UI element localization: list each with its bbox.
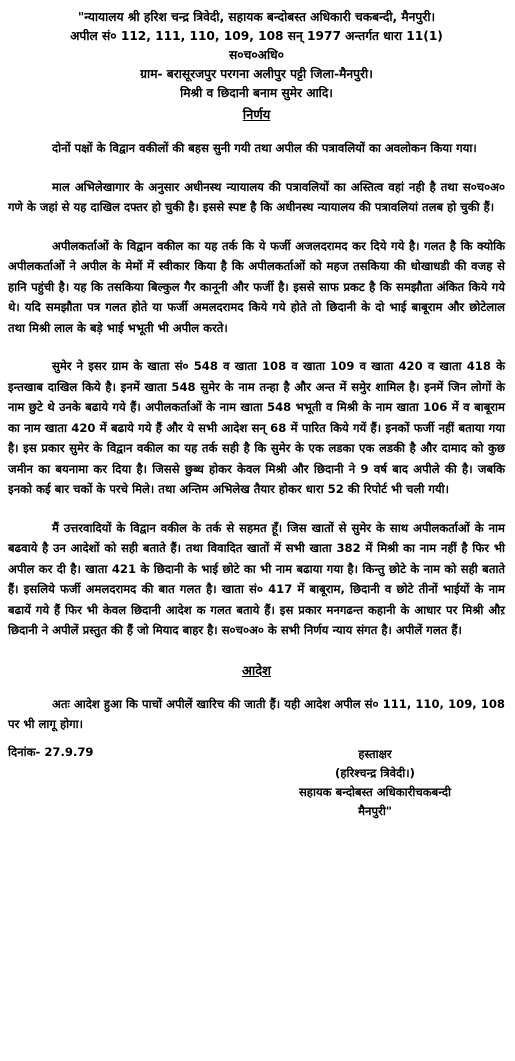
order-title: आदेश [241, 663, 272, 679]
signature-block [8, 745, 505, 835]
signatory-place: मैनपुरी" [358, 803, 392, 818]
paragraph: अपीलकर्ताओं के विद्वान वकील का यह तर्क कि ये फर्जी अजलदरामद कर दिये गये है। गलत है कि क्योकि अपीलकर्ताओं ने अपील के मेमों में स्वीकार किया है कि अपीलकर्ताओं को महज तसकिया की धोखाधडी की वजह से हानि पहुंची है। यह कि तसकिया बिल्कुल गैर कानूनी और फर्जी है। इससे साफ प्रकट है कि समझौता अंकित किये गये थे। यदि समझौता पत्र गलत होते या फर्जी अमलदरामद किये गये होते तो छिदानी के दो भाई बाबूराम और छोटेलाल तथा मिश्री लाल के बड़े भाई भभूती भी अपील करते। [8, 238, 505, 335]
order-date: दिनांक- 27.9.79 [8, 744, 94, 759]
signature-label: हस्ताक्षर [358, 746, 392, 761]
judgment-title: निर्णय [242, 108, 271, 123]
header-parties-line: मिश्री व छिदानी बनाम सुमेर आदि। [180, 86, 333, 100]
court-header [8, 8, 505, 103]
header-village-line: ग्राम- बरासूरजपुर परगना अलीपुर पट्टी जिला-मैनपुरी। [140, 67, 373, 81]
order-paragraph: अतः आदेश हुआ कि पाचों अपीलें खारिच की जाती हैं। यही आदेश अपील सं० 111, 110, 109, 108 पर भी लागू होगा। [8, 696, 505, 731]
paragraph: सुमेर ने इसर ग्राम के खाता सं० 548 व खाता 108 व खाता 109 व खाता 420 व खाता 418 के इन्तखाब दाखिल किये है। इनमें खाता 548 सुमेर के नाम तन्हा है और अन्त में समुेर शामिल है। इनमें जिन लोगों के नाम छुटे थे उनके बढाये गये हैं। अपीलकर्ताओं के नाम खाता 548 भभूती व मिश्री के नाम खाता 106 में व बाबूराम का नाम खाता 420 में बढाये गये हैं और ये सभी आदेश सन् 68 में पारित किये गयें हैं। इनकों फर्जी नहीं बताया गया है। इस प्रकार सुमेर के विद्वान वकील का यह तर्क सही है कि सुमेर के एक लडका एक लडकी है और दामाद को कुछ जमीन का बयनामा कर दिया है। जिससे छुब्ध होकर केवल मिश्री और छिदानी ने 9 वर्ष बाद अपीले की है। जबकि इनको कई बार चकों के परचे मिले। तथा अन्तिम अभिलेख तैयार होकर धारा 52 की रिपोर्ट भी चली गयी। [8, 359, 505, 496]
paragraph: मैं उत्तरवादियों के विद्वान वकील के तर्क से सहमत हूँ। जिस खातों से सुमेर के साथ अपीलकर्ताओं के नाम बढवाये है उन आदेशों को सही बताते हैं। तथा विवादित खातों में सभी खाता 382 में मिश्री का नाम नहीं है फिर भी अपील कर दी है। खाता 421 के छिदानी के भाई छोटे का भी नाम बढाया गया है। किन्तु छोटे के नाम को सही बताते हैं। इसलिये फर्जी अमलदरामद की बात गलत है। खाता सं० 417 में बाबूराम, छिदानी व छोटे तीनों भाईयों के नाम बढायें गये हैं फिर भी केवल छिदानी आदेश क गलत बताये हैं। इस प्रकार मनगढन्त कहानी के आधार पर मिश्री औऱ छिदानी ने अपीलें प्रस्तुत की हैं जो मियाद बाहर है। स०च०अ० के सभी निर्णय न्याय संगत है। अपीलें गलत हैं। [8, 520, 505, 637]
header-act-line: स०च०अधि० [229, 48, 284, 62]
signature [240, 745, 510, 821]
header-appeal-line: अपील सं० 112, 111, 110, 109, 108 सन् 1977 अन्तर्गत धारा 11(1) [70, 29, 443, 43]
paragraph: दोनों पक्षों के विद्वान वकीलों की बहस सुनी गयी तथा अपील की पत्रावलियों का अवलोकन किया गया। [52, 141, 477, 155]
signatory-name: (हरिश्चन्द्र त्रिवेदी।) [335, 765, 415, 780]
signatory-designation: सहायक बन्दोबस्त अधिकारीचकबन्दी [298, 784, 452, 799]
header-court-line: "न्यायालय श्री हरिश चन्द्र त्रिवेदी, सहायक बन्दोबस्त अधिकारी चकबन्दी, मैनपुरी। [77, 10, 436, 24]
paragraph: माल अभिलेखागार के अनुसार अधीनस्थ न्यायालय की पत्रावलियों का अस्तित्व वहां नही है तथा स०च०अ० गणे के जहां से यह दाखिल दफ्तर हो चुकी है। इससे स्पष्ट है कि अधीनस्थ न्यायालय की पत्रावलियां तलब हो चुकी हैं। [8, 179, 505, 214]
